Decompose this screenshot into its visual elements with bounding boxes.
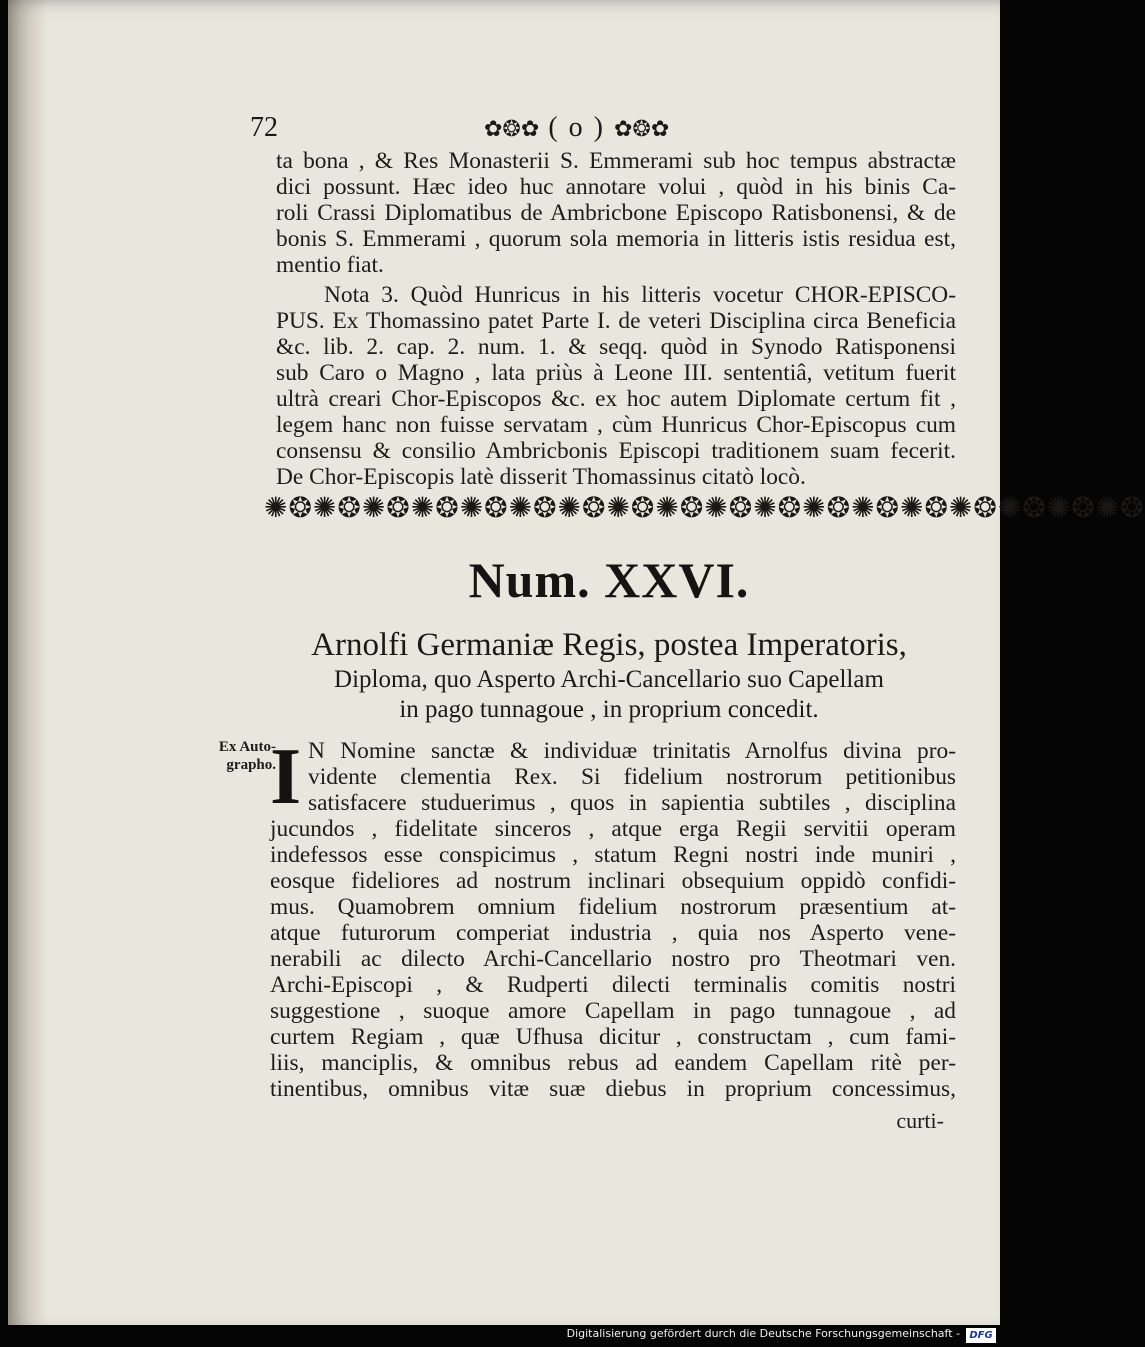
text-line: bonis S. Emmerami , quorum sola memoria in litteris istis residua est, — [276, 226, 956, 252]
page-number: 72 — [250, 112, 278, 143]
text-line: eosque fideliores ad nostrum inclinari obsequium oppidò confidi- — [270, 868, 956, 894]
text-line: ta bona , & Res Monasterii S. Emmerami sub hoc tempus abstractæ — [276, 148, 956, 174]
title-line-3: in pago tunnagoue , in proprium concedit. — [399, 696, 819, 723]
text-line: tinentibus, omnibus vitæ suæ diebus in proprium concessimus, — [270, 1076, 956, 1102]
text-line: vidente clementia Rex. Si fidelium nostrorum petitionibus — [308, 764, 956, 790]
text-line: mentio fiat. — [276, 252, 384, 278]
dfg-logo: DFG — [966, 1328, 996, 1343]
continuation-paragraph — [276, 148, 956, 278]
text-line: jucundos , fidelitate sinceros , atque erga Regii servitii operam — [270, 816, 956, 842]
margin-note: Ex Auto-grapho. — [218, 739, 276, 773]
text-line: curtem Regiam , quæ Ufhusa dicitur , constructam , cum fami- — [270, 1024, 956, 1050]
ornament-right: ✿❂✿ — [613, 116, 670, 141]
text-line: PUS. Ex Thomassino patet Parte I. de veteri Disciplina circa Beneficia — [276, 308, 956, 334]
text-line: consensu & consilio Ambricbonis Episcopi traditionem suam fecerit. — [276, 438, 956, 464]
text-line: atque futurorum comperiat industria , quia nos Asperto vene- — [270, 920, 956, 946]
drop-cap: I — [270, 733, 302, 821]
text-line: Archi-Episcopi , & Rudperti dilecti terminalis comitis nostri — [270, 972, 956, 998]
footer-bar — [0, 1325, 1000, 1347]
text-line: ultrà creari Chor-Episcopos &c. ex hoc autem Diplomate certum fit , — [276, 386, 956, 412]
text-line: De Chor-Episcopis latè disserit Thomassinus citatò locò. — [276, 464, 806, 490]
section-number: Num. XXVI. — [468, 552, 750, 608]
text-line: Nota 3. Quòd Hunricus in his litteris vocetur CHOR-EPISCO- — [324, 282, 956, 308]
text-line: satisfacere studuerimus , quos in sapientia subtiles , disciplina — [308, 790, 956, 816]
title-line-2: Diploma, quo Asperto Archi-Cancellario suo Capellam — [334, 666, 884, 693]
text-line: dici possunt. Hæc ideo huc annotare volui , quòd in his binis Ca- — [276, 174, 956, 200]
catchword: curti- — [896, 1108, 944, 1133]
note-paragraph — [276, 282, 956, 490]
running-head — [484, 112, 669, 144]
text-line: nerabili ac dilecto Archi-Cancellario nostro pro Theotmari ven. — [270, 946, 956, 972]
title-line-1: Arnolfi Germaniæ Regis, postea Imperatoris, — [311, 627, 907, 663]
text-line: sub Caro o Magno , lata priùs à Leone III. sententiâ, vetitum fuerit — [276, 360, 956, 386]
funding-credit: Digitalisierung gefördert durch die Deutsche Forschungsgemeinschaft - — [566, 1327, 960, 1340]
text-line: legem hanc non fuisse servatam , cùm Hunricus Chor-Episcopus cum — [276, 412, 956, 438]
text-line: roli Crassi Diplomatibus de Ambricbone Episcopo Ratisbonensi, & de — [276, 200, 956, 226]
text-line: liis, manciplis, & omnibus rebus ad eandem Capellam ritè per- — [270, 1050, 956, 1076]
page-header — [250, 112, 950, 150]
running-head-text: ( o ) — [548, 112, 605, 143]
text-line: suggestione , suoque amore Capellam in pago tunnagoue , ad — [270, 998, 956, 1024]
diploma-text — [270, 733, 956, 1102]
text-line: mus. Quamobrem omnium fidelium nostrorum præsentium at- — [270, 894, 956, 920]
text-line: &c. lib. 2. cap. 2. num. 1. & seqq. quòd in Synodo Ratisponensi — [276, 334, 956, 360]
text-line: indefessos esse conspicimus , statum Regni nostri inde muniri , — [270, 842, 956, 868]
scanned-page — [8, 0, 1145, 1325]
text-line: N Nomine sanctæ & individuæ trinitatis Arnolfus divina pro- — [308, 738, 956, 764]
document-title — [264, 625, 954, 725]
ornamental-divider: ✺❂✺❂✺❂✺❂✺❂✺❂✺❂✺❂✺❂✺❂✺❂✺❂✺❂✺❂✺❂✺❂✺❂✺❂ — [264, 493, 1145, 524]
ornament-left: ✿❂✿ — [484, 116, 540, 141]
